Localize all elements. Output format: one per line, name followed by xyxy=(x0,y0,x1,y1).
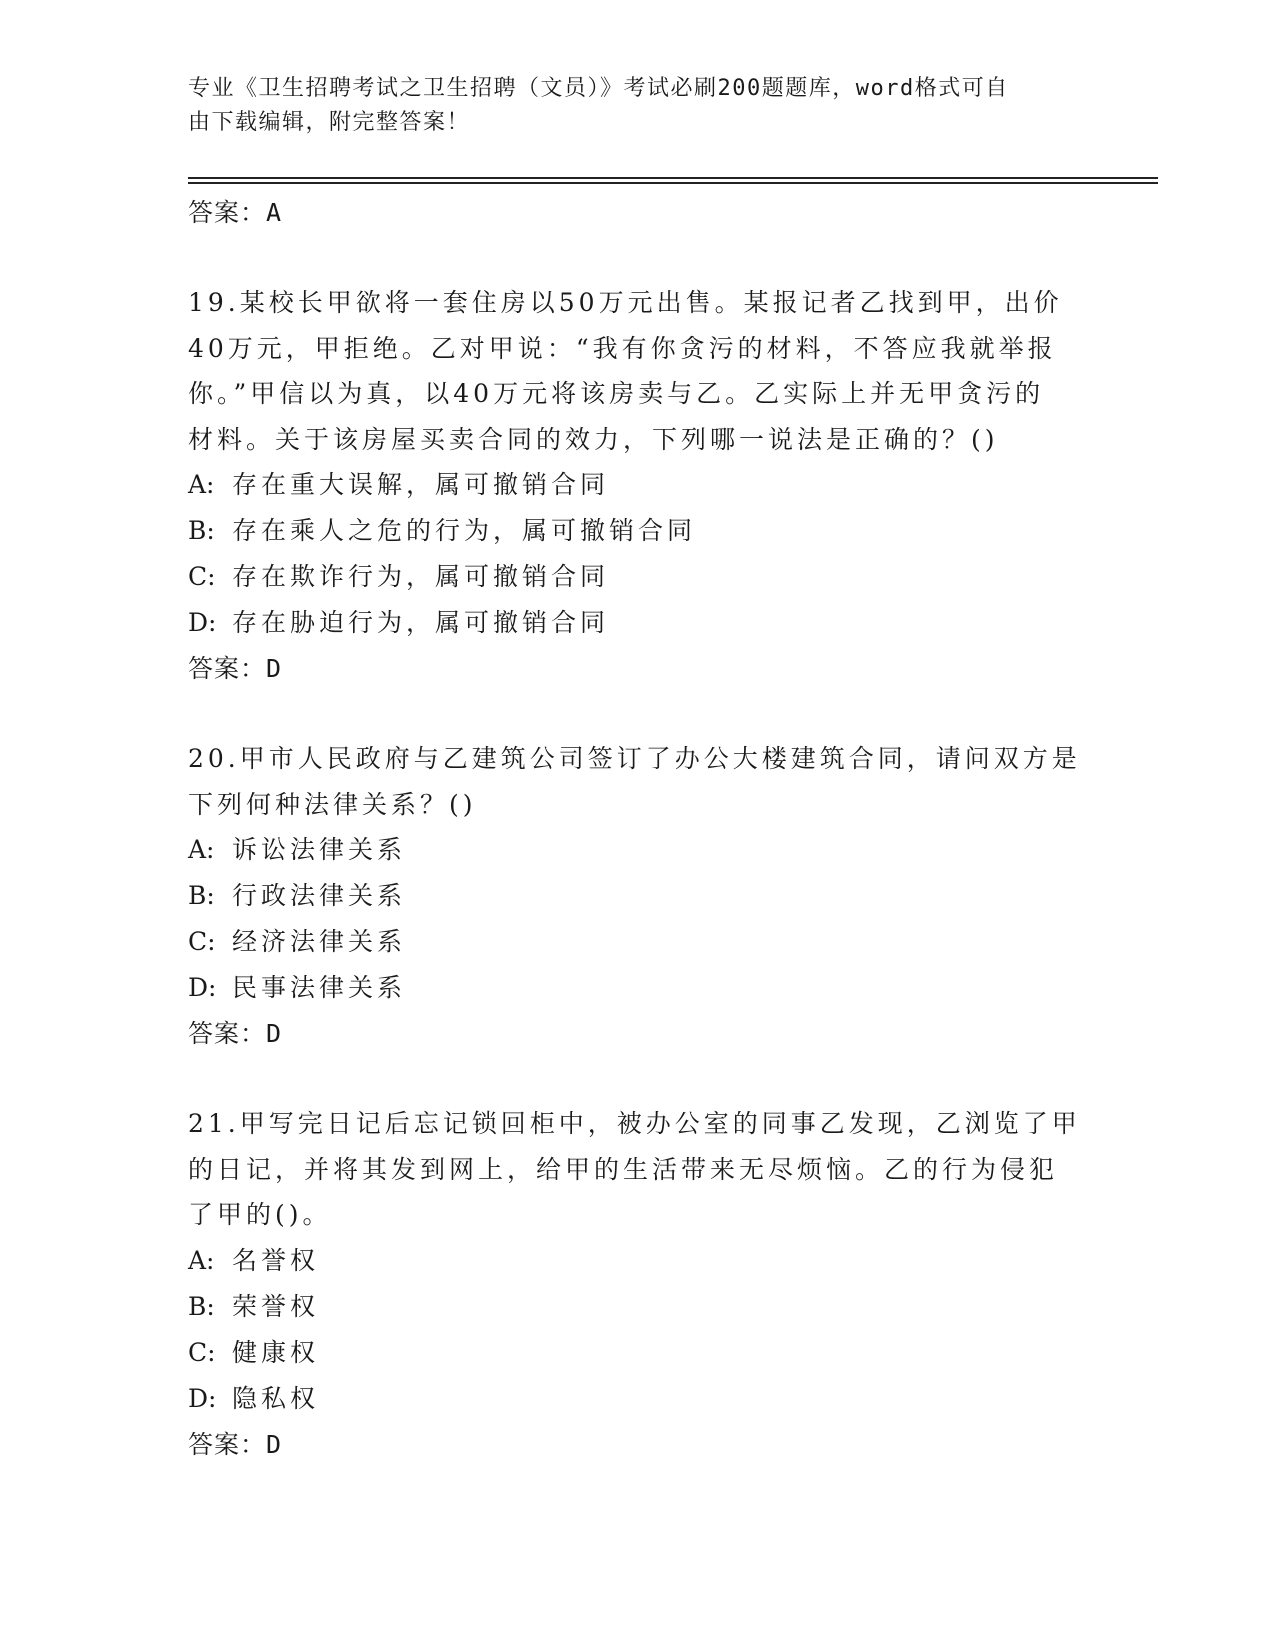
answer-value: A xyxy=(266,198,283,227)
header-line-1: 专业《卫生招聘考试之卫生招聘（文员）》考试必刷200题题库，word格式可自 xyxy=(188,76,1009,101)
answer-label: 答案： xyxy=(188,1429,267,1459)
header-divider-bottom xyxy=(188,182,1158,184)
option-a xyxy=(188,1238,1088,1284)
option-letter: A: xyxy=(188,470,215,499)
option-d xyxy=(188,1376,1088,1422)
stem-line: 材料。关于该房屋买卖合同的效力，下列哪一说法是正确的？() xyxy=(188,424,999,454)
answer-line xyxy=(188,1011,1088,1057)
answer-label: 答案： xyxy=(188,654,267,683)
header-divider-top xyxy=(188,177,1158,179)
option-b xyxy=(188,1284,1088,1330)
stem-line: 20.甲市人民政府与乙建筑公司签订了办公大楼建筑合同，请问双方是 xyxy=(188,744,1081,773)
stem-line: 21.甲写完日记后忘记锁回柜中，被办公室的同事乙发现，乙浏览了甲 xyxy=(188,1109,1081,1138)
option-letter: A: xyxy=(188,1245,215,1275)
option-text: 存在胁迫行为，属可撤销合同 xyxy=(232,608,610,637)
option-text: 民事法律关系 xyxy=(232,973,407,1002)
header-line-2: 由下载编辑，附完整答案！ xyxy=(188,110,471,135)
option-d xyxy=(188,965,1088,1011)
answer-line xyxy=(188,646,1088,692)
option-text: 存在欺诈行为，属可撤销合同 xyxy=(232,562,610,591)
stem-line: 你。”甲信以为真，以40万元将该房卖与乙。乙实际上并无甲贪污的 xyxy=(188,379,1045,408)
option-letter: C: xyxy=(188,1337,216,1367)
option-text: 行政法律关系 xyxy=(232,881,407,910)
option-c xyxy=(188,919,1088,965)
option-letter: D: xyxy=(188,973,217,1002)
answer-value: D xyxy=(266,1019,283,1048)
option-letter: C: xyxy=(188,927,216,956)
question-stem xyxy=(188,1101,1088,1238)
option-letter: B: xyxy=(188,1291,215,1321)
stem-line: 下列何种法律关系？() xyxy=(188,789,477,819)
option-letter: B: xyxy=(188,516,215,545)
question-21 xyxy=(188,1101,1088,1468)
answer-value: D xyxy=(266,654,283,683)
answer-value: D xyxy=(266,1429,283,1459)
question-19 xyxy=(188,280,1088,692)
stem-line: 了甲的()。 xyxy=(188,1200,332,1229)
question-stem xyxy=(188,280,1088,462)
option-text: 荣誉权 xyxy=(232,1291,320,1321)
option-letter: B: xyxy=(188,881,215,910)
document-header xyxy=(188,72,1068,140)
stem-line: 19.某校长甲欲将一套住房以50万元出售。某报记者乙找到甲，出价 xyxy=(188,288,1063,317)
option-a xyxy=(188,462,1088,508)
question-list xyxy=(188,190,1088,1468)
stem-line: 的日记，并将其发到网上，给甲的生活带来无尽烦恼。乙的行为侵犯 xyxy=(188,1154,1059,1184)
question-20 xyxy=(188,736,1088,1057)
option-letter: C: xyxy=(188,562,216,591)
answer-label: 答案： xyxy=(188,198,267,227)
option-text: 存在乘人之危的行为，属可撤销合同 xyxy=(232,516,697,545)
option-text: 诉讼法律关系 xyxy=(232,835,407,864)
question-stem xyxy=(188,736,1088,827)
option-text: 经济法律关系 xyxy=(232,927,407,956)
option-d xyxy=(188,600,1088,646)
option-b xyxy=(188,508,1088,554)
option-b xyxy=(188,873,1088,919)
option-c xyxy=(188,1330,1088,1376)
option-c xyxy=(188,554,1088,600)
answer-line xyxy=(188,1422,1088,1468)
option-letter: D: xyxy=(188,608,217,637)
option-text: 健康权 xyxy=(232,1337,320,1367)
option-text: 隐私权 xyxy=(232,1383,320,1413)
option-text: 存在重大误解，属可撤销合同 xyxy=(232,470,610,499)
answer-label: 答案： xyxy=(188,1019,267,1048)
answer-line xyxy=(188,190,1088,236)
option-letter: D: xyxy=(188,1383,217,1413)
stem-line: 40万元，甲拒绝。乙对甲说：“我有你贪污的材料，不答应我就举报 xyxy=(188,333,1057,363)
option-letter: A: xyxy=(188,835,215,864)
option-text: 名誉权 xyxy=(232,1245,320,1275)
option-a xyxy=(188,827,1088,873)
